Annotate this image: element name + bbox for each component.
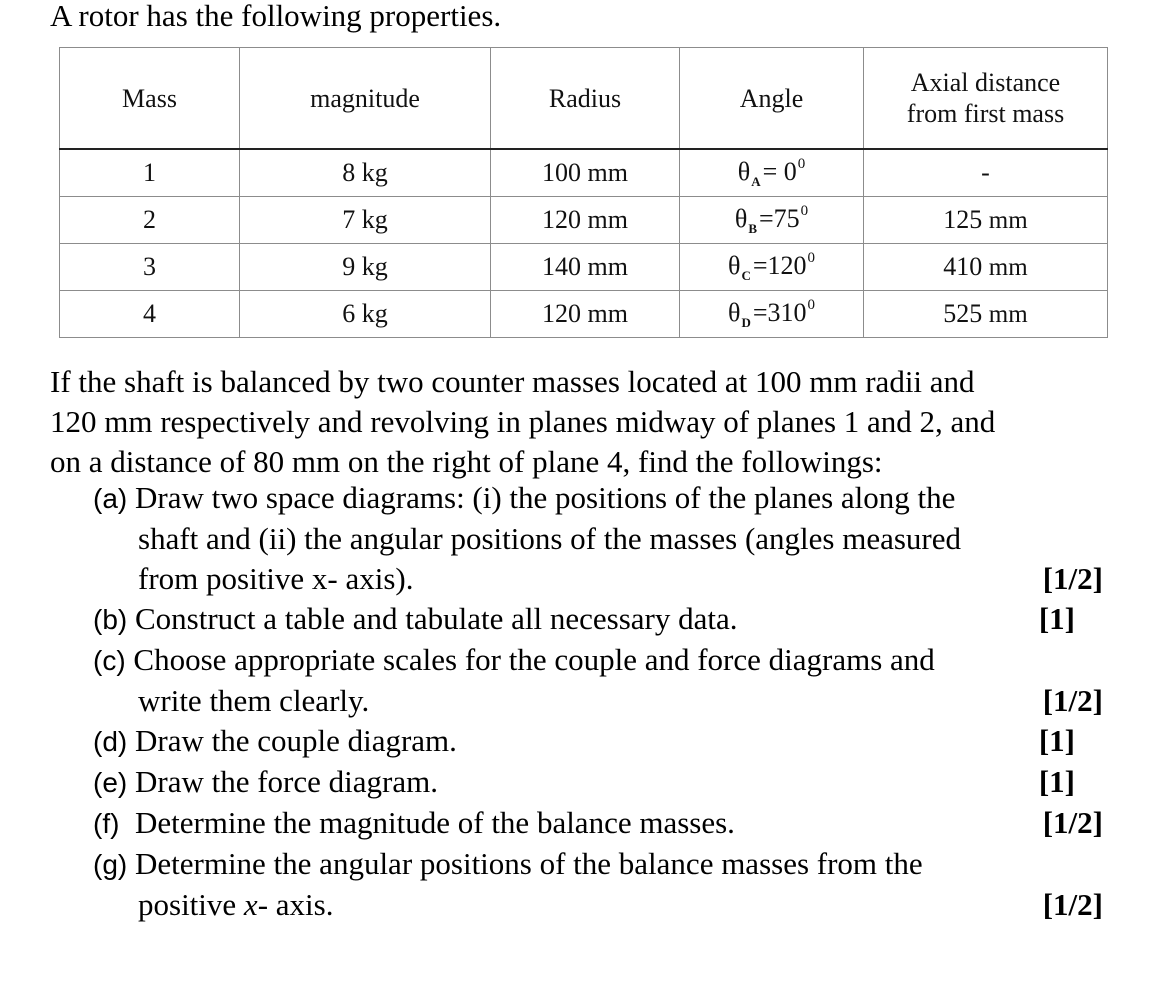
axial-value: 125 xyxy=(943,205,983,234)
task-text: Determine the magnitude of the balance masses. xyxy=(134,805,735,840)
theta-subscript: D xyxy=(741,315,751,330)
task-label: (c) xyxy=(93,645,126,676)
task-item-g xyxy=(93,844,1103,925)
task-marks: [1/2] xyxy=(1042,887,1103,922)
theta-symbol: θ xyxy=(737,157,751,186)
task-text: Determine the angular positions of the balance masses from the xyxy=(134,846,923,881)
table-row xyxy=(60,149,1108,197)
task-label: (a) xyxy=(93,483,128,514)
angle-value: =120 xyxy=(752,251,807,280)
theta-symbol: θ xyxy=(734,204,748,233)
header-axial-line1: Axial distance xyxy=(910,68,1061,97)
cell-magnitude: 9 kg xyxy=(240,244,491,291)
theta-subscript: A xyxy=(751,174,761,189)
cell-magnitude: 6 kg xyxy=(240,291,491,338)
task-list xyxy=(93,478,1103,925)
task-text: positive xyxy=(138,887,244,922)
task-item-a xyxy=(93,478,1103,599)
header-magnitude: magnitude xyxy=(240,48,491,150)
task-marks: [1] xyxy=(1038,723,1075,758)
theta-symbol: θ xyxy=(727,298,741,327)
cell-radius: 100 mm xyxy=(491,149,680,197)
axial-value: 525 xyxy=(943,299,983,328)
cell-axial-distance xyxy=(864,244,1108,291)
axial-value: 410 xyxy=(943,252,983,281)
cell-angle xyxy=(680,149,864,197)
table-row xyxy=(60,244,1108,291)
cell-radius: 120 mm xyxy=(491,291,680,338)
axial-unit: mm xyxy=(988,254,1028,281)
cell-axial-distance xyxy=(864,291,1108,338)
rotor-properties-table xyxy=(59,47,1108,338)
task-text: Draw the couple diagram. xyxy=(134,723,457,758)
axial-unit: mm xyxy=(988,207,1028,234)
task-label: (e) xyxy=(93,767,128,798)
cell-angle xyxy=(680,291,864,338)
cell-angle xyxy=(680,244,864,291)
table-row xyxy=(60,197,1108,244)
task-text: Choose appropriate scales for the couple and force diagrams and xyxy=(133,642,935,677)
cell-magnitude: 8 kg xyxy=(240,149,491,197)
task-marks: [1/2] xyxy=(1042,683,1103,718)
angle-value: =310 xyxy=(752,298,807,327)
cell-radius: 140 mm xyxy=(491,244,680,291)
task-item-e xyxy=(93,762,1103,803)
cell-mass: 1 xyxy=(60,149,240,197)
task-item-c xyxy=(93,640,1103,721)
header-axial-distance xyxy=(864,48,1108,150)
task-item-b xyxy=(93,599,1103,640)
header-axial-line2: from first mass xyxy=(906,99,1065,128)
paragraph-line: If the shaft is balanced by two counter masses located at 100 mm radii and xyxy=(50,364,975,399)
cell-angle xyxy=(680,197,864,244)
task-marks: [1] xyxy=(1038,601,1075,636)
theta-subscript: B xyxy=(748,221,757,236)
task-item-f xyxy=(93,803,1103,844)
axial-unit: mm xyxy=(988,301,1028,328)
angle-value: =75 xyxy=(758,204,800,233)
axial-value: - xyxy=(981,158,990,187)
angle-value: = 0 xyxy=(762,157,797,186)
degree-mark: 0 xyxy=(800,203,809,219)
theta-symbol: θ xyxy=(727,251,741,280)
paragraph-line: 120 mm respectively and revolving in planes midway of planes 1 and 2, and xyxy=(50,404,996,439)
degree-mark: 0 xyxy=(807,250,816,266)
task-text: shaft and (ii) the angular positions of the masses (angles measured xyxy=(138,521,961,556)
task-label: (f) xyxy=(93,808,120,839)
cell-mass: 3 xyxy=(60,244,240,291)
task-marks: [1/2] xyxy=(1042,561,1103,596)
variable-x: x xyxy=(243,887,258,922)
task-text: Draw two space diagrams: (i) the positions of the planes along the xyxy=(134,480,956,515)
task-text: - axis. xyxy=(257,887,334,922)
degree-mark: 0 xyxy=(797,156,806,172)
task-text: Construct a table and tabulate all necessary data. xyxy=(134,601,738,636)
cell-magnitude: 7 kg xyxy=(240,197,491,244)
task-text: Draw the force diagram. xyxy=(134,764,438,799)
task-marks: [1] xyxy=(1038,764,1075,799)
theta-subscript: C xyxy=(741,268,751,283)
header-radius: Radius xyxy=(491,48,680,150)
degree-mark: 0 xyxy=(807,297,816,313)
cell-axial-distance xyxy=(864,197,1108,244)
cell-radius: 120 mm xyxy=(491,197,680,244)
problem-paragraph xyxy=(50,362,1130,482)
table-row xyxy=(60,291,1108,338)
header-angle: Angle xyxy=(680,48,864,150)
task-text: write them clearly. xyxy=(138,683,370,718)
table-header-row xyxy=(60,48,1108,150)
task-marks: [1/2] xyxy=(1042,805,1103,840)
cell-axial-distance xyxy=(864,149,1108,197)
cell-mass: 4 xyxy=(60,291,240,338)
task-label: (b) xyxy=(93,604,128,635)
header-mass: Mass xyxy=(60,48,240,150)
cell-mass: 2 xyxy=(60,197,240,244)
task-text: from positive x- axis). xyxy=(138,561,414,596)
intro-text: A rotor has the following properties. xyxy=(50,0,502,33)
task-label: (g) xyxy=(93,849,128,880)
task-label: (d) xyxy=(93,726,128,757)
task-item-d xyxy=(93,721,1103,762)
paragraph-line: on a distance of 80 mm on the right of plane 4, find the followings: xyxy=(50,444,883,479)
